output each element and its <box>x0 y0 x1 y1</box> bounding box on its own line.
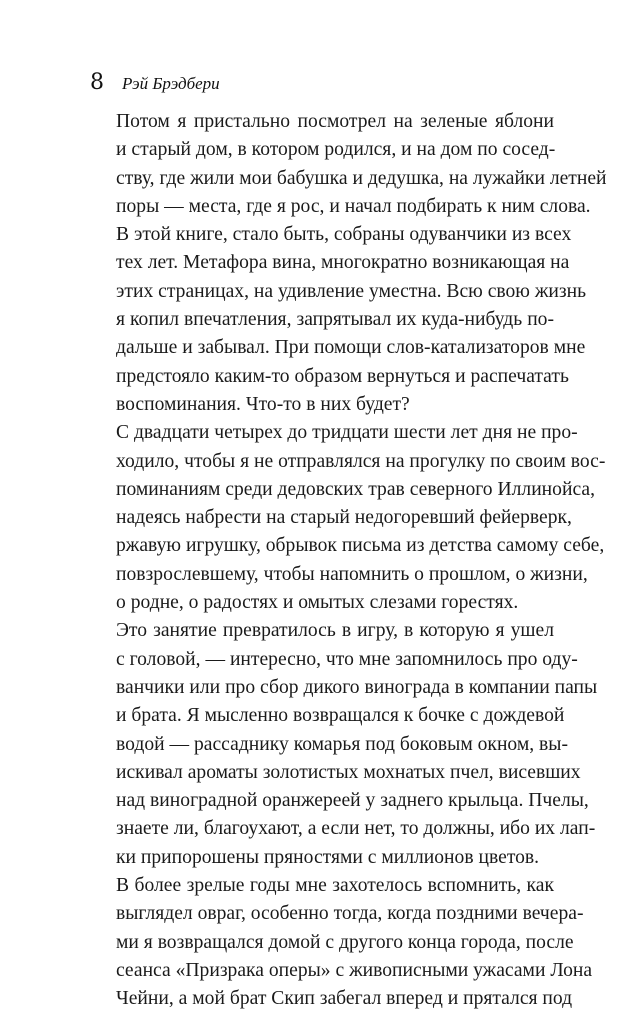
text-line: и брата. Я мысленно возвращался к бочке с дождевой <box>116 705 565 727</box>
text-line: поминаниям среди дедовских трав северного Иллинойса, <box>116 478 595 500</box>
text-line: ванчики или про сбор дикого винограда в компании папы <box>116 676 598 698</box>
paragraph <box>88 419 606 617</box>
text-line: с головой, — интересно, что мне запомнилось про оду- <box>116 648 578 670</box>
body-text <box>88 108 607 1014</box>
paragraph <box>88 617 598 872</box>
text-line: сеанса «Призрака оперы» с живописными ужасами Лона <box>116 959 593 981</box>
text-line: Это занятие превратилось в игру, в которую я ушел <box>116 620 554 642</box>
text-line: дальше и забывал. При помощи слов-катализаторов мне <box>116 337 586 359</box>
text-line: воспоминания. Что-то в них будет? <box>116 393 410 415</box>
text-line: ми я возвращался домой с другого конца города, после <box>116 931 574 953</box>
paragraph <box>88 872 593 1013</box>
text-line: Потом я пристально посмотрел на зеленые яблони <box>116 111 554 132</box>
text-line: ржавую игрушку, обрывок письма из детства самому себе, <box>116 535 605 557</box>
text-line: о родне, о радостях и омытых слезами горестях. <box>116 592 519 614</box>
paragraph <box>88 108 607 221</box>
running-head-author: Рэй Брэдбери <box>122 74 220 93</box>
text-line: искивал ароматы золотистых мохнатых пчел, висевших <box>116 761 581 783</box>
text-line: над виноградной оранжереей у заднего крыльца. Пчелы, <box>116 790 589 812</box>
text-line: ходило, чтобы я не отправлялся на прогулку по своим вос- <box>116 450 606 472</box>
text-line: С двадцати четырех до тридцати шести лет дня не про- <box>116 422 578 444</box>
text-line: знаете ли, благоухают, а если нет, то должны, ибо их лап- <box>116 818 596 840</box>
text-line: выглядел овраг, особенно тогда, когда поздними вечера- <box>116 903 584 925</box>
page-number: 8 <box>90 70 104 95</box>
text-line: предстояло каким-то образом вернуться и распечатать <box>116 365 569 387</box>
running-head <box>90 70 220 95</box>
text-line: ству, где жили мои бабушка и дедушка, на лужайки летней <box>116 167 607 189</box>
text-line: поры — места, где я рос, и начал подбирать к ним слова. <box>116 195 591 217</box>
text-line: ки припорошены пряностями с миллионов цветов. <box>116 846 540 868</box>
text-line: и старый дом, в котором родился, и на дом по сосед- <box>116 139 556 161</box>
text-line: этих страницах, на удивление уместна. Всю свою жизнь <box>116 280 587 302</box>
paragraph <box>88 221 587 419</box>
text-line: В более зрелые годы мне захотелось вспомнить, как <box>116 875 554 897</box>
text-line: В этой книге, стало быть, собраны одуванчики из всех <box>116 224 572 246</box>
text-line: я копил впечатления, запрятывал их куда-нибудь по- <box>116 309 554 331</box>
text-line: водой — рассаднику комарья под боковым окном, вы- <box>116 733 568 755</box>
text-line: повзрослевшему, чтобы напомнить о прошлом, о жизни, <box>116 563 588 585</box>
text-line: надеясь набрести на старый недогоревший фейерверк, <box>116 507 572 529</box>
text-line: Чейни, а мой брат Скип забегал вперед и прятался под <box>116 988 573 1010</box>
text-line: тех лет. Метафора вина, многократно возникающая на <box>116 252 570 274</box>
